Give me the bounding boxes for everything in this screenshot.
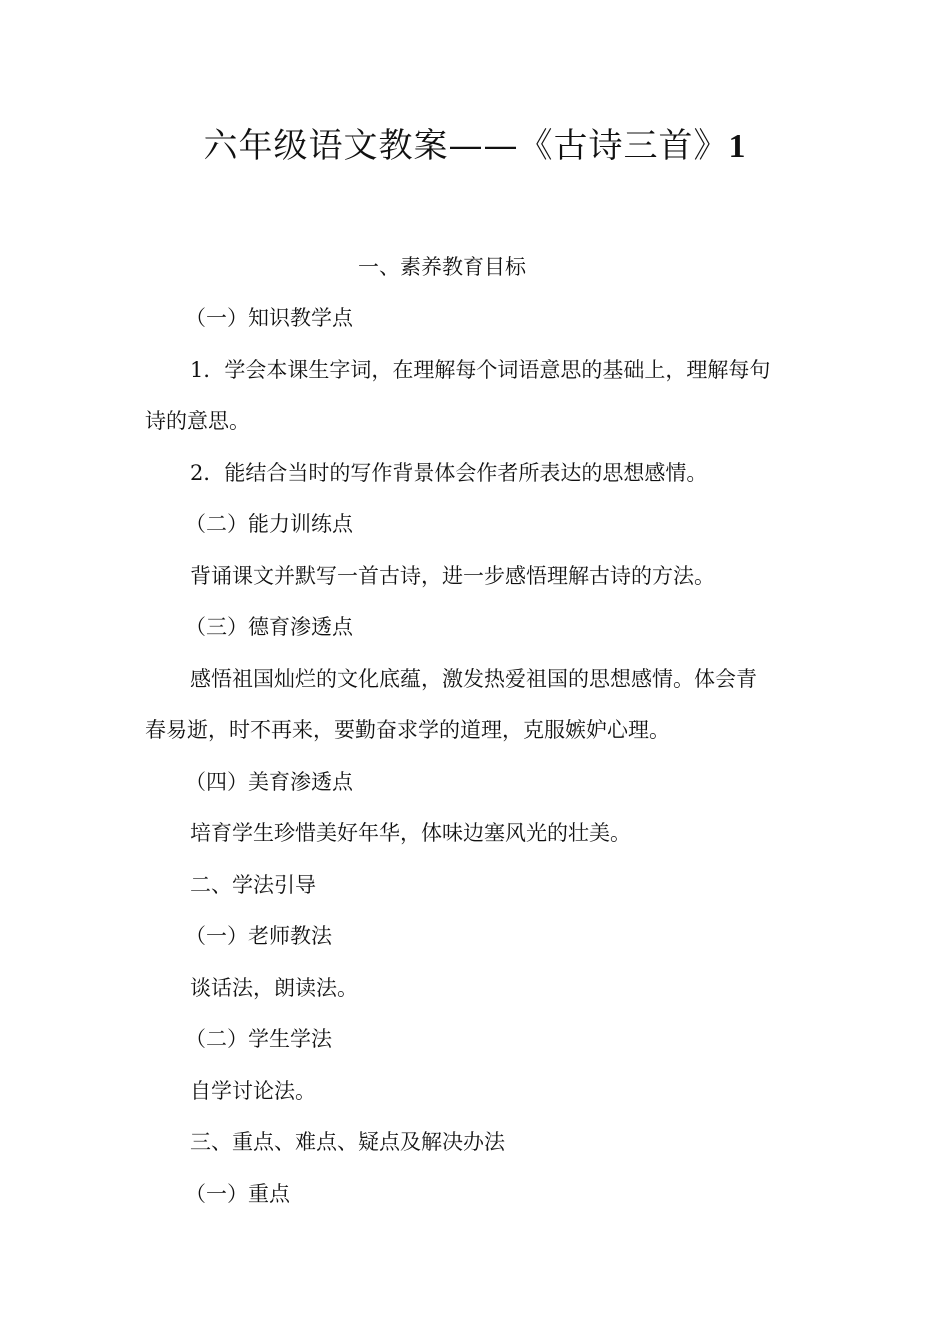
subsection-heading: （三）德育渗透点: [185, 615, 353, 639]
title-text: 六年级语文教案——《古诗三首》: [203, 126, 729, 166]
paragraph-line: 1．学会本课生字词，在理解每个词语意思的基础上，理解每句: [190, 358, 771, 382]
paragraph-line: 背诵课文并默写一首古诗，进一步感悟理解古诗的方法。: [190, 564, 715, 588]
subsection-heading: （一）老师教法: [185, 924, 332, 948]
section-heading-2: 二、学法引导: [190, 873, 316, 897]
subsection-heading: （一）知识教学点: [185, 306, 353, 330]
section-heading-1: 一、素养教育目标: [358, 255, 526, 279]
document-title: [0, 124, 950, 169]
paragraph-line: 2．能结合当时的写作背景体会作者所表达的思想感情。: [190, 461, 708, 485]
subsection-heading: （二）学生学法: [185, 1027, 332, 1051]
subsection-heading: （二）能力训练点: [185, 512, 353, 536]
paragraph-line: 培育学生珍惜美好年华，体味边塞风光的壮美。: [190, 821, 631, 845]
paragraph-line: 谈话法，朗读法。: [190, 976, 358, 1000]
subsection-heading: （四）美育渗透点: [185, 770, 353, 794]
title-number: 1: [728, 128, 747, 165]
paragraph-line: 诗的意思。: [145, 409, 250, 433]
section-heading-3: 三、重点、难点、疑点及解决办法: [190, 1130, 505, 1154]
paragraph-line: 春易逝，时不再来，要勤奋求学的道理，克服嫉妒心理。: [145, 718, 670, 742]
paragraph-line: 感悟祖国灿烂的文化底蕴，激发热爱祖国的思想感情。体会青: [190, 667, 757, 691]
paragraph-line: 自学讨论法。: [190, 1079, 316, 1103]
subsection-heading: （一）重点: [185, 1182, 290, 1206]
